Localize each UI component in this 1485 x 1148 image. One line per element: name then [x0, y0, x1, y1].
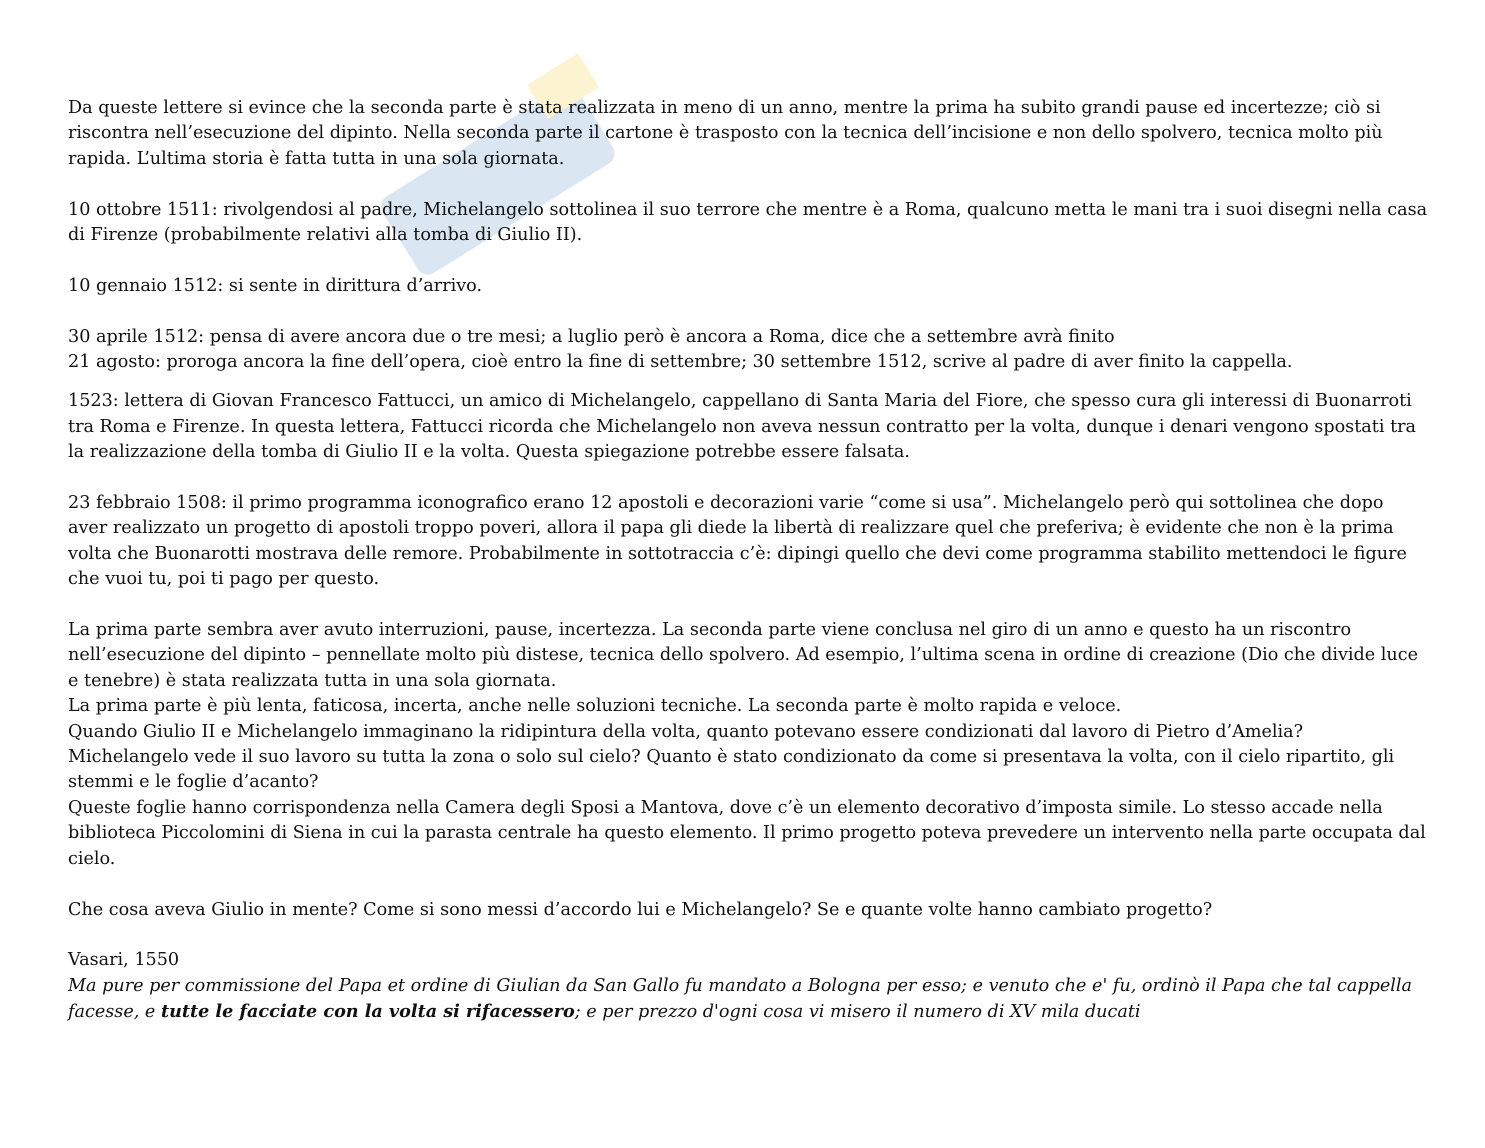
paragraph-febbraio-1508: 23 febbraio 1508: il primo programma iconografico erano 12 apostoli e decorazioni varie “come si usa”. Michelangelo però qui sottolinea che dopo aver realizzato un progetto di apostoli troppo poveri, allora il papa gli diede la libertà di realizzare quel che preferiva; è evidente che non è la prima volta che Buonarotti mostrava delle remore. Probabilmente in sottotraccia c’è: dipingi quello che devi come programma stabilito mettendoci le figure che vuoi tu, poi ti pago per questo.	[68, 493, 1407, 590]
quote-part-1: Ma pure per commissione del Papa et ordine di Giulian da San Gallo fu mandato a Bologna per esso; e venuto che e' fu, ordinò il Papa che tal cappella facesse, e	[68, 975, 1413, 1023]
paragraph-lettere: Da queste lettere si evince che la seconda parte è stata realizzata in meno di un anno, mentre la prima ha subito grandi pause ed incertezze; ciò si riscontra nell’esecuzione del dipinto. Nella seconda parte il cartone è trasposto con la tecnica dell’incisione e non dello spolvero, tecnica molto più rapida. L’ultima storia è fatta tutta in una sola giornata.	[68, 98, 1383, 169]
paragraph-aprile-1512: 30 aprile 1512: pensa di avere ancora due o tre mesi; a luglio però è ancora a Roma, dice che a settembre avrà finito	[68, 326, 1115, 347]
paragraph-gennaio-1512: 10 gennaio 1512: si sente in dirittura d’arrivo.	[68, 275, 483, 296]
paragraph-prima-parte-lenta: La prima parte è più lenta, faticosa, incerta, anche nelle soluzioni tecniche. La seconda parte è molto rapida e veloce.	[68, 696, 1122, 717]
paragraph-ridipintura: Quando Giulio II e Michelangelo immaginano la ridipintura della volta, quanto potevano essere condizionati dal lavoro di Pietro d’Amelia? Michelangelo vede il suo lavoro su tutta la zona o solo sul cielo? Quanto è stato condizionato da come si presentava la volta, con il cielo ripartito, gli stemmi e le foglie d’acanto?	[68, 721, 1395, 793]
document-body	[68, 96, 1428, 1026]
paragraph-ottobre-1511: 10 ottobre 1511: rivolgendosi al padre, Michelangelo sottolinea il suo terrore che mentre è a Roma, qualcuno metta le mani tra i suoi disegni nella casa di Firenze (probabilmente relativi alla tomba di Giulio II).	[68, 199, 1428, 246]
paragraph-1523: 1523: lettera di Giovan Francesco Fattucci, un amico di Michelangelo, cappellano di Santa Maria del Fiore, che spesso cura gli interessi di Buonarroti tra Roma e Firenze. In questa lettera, Fattucci ricorda che Michelangelo non aveva nessun contratto per la volta, dunque i denari vengono spostati tra la realizzazione della tomba di Giulio II e la volta. Questa spiegazione potrebbe essere falsata.	[68, 391, 1417, 463]
paragraph-domande: Che cosa aveva Giulio in mente? Come si sono messi d’accordo lui e Michelangelo? Se e quante volte hanno cambiato progetto?	[68, 899, 1213, 920]
quote-bold: tutte le facciate con la volta si rifacessero	[160, 1001, 575, 1023]
paragraph-prima-parte: La prima parte sembra aver avuto interruzioni, pause, incertezza. La seconda parte viene conclusa nel giro di un anno e questo ha un riscontro nell’esecuzione del dipinto – pennellate molto più distese, tecnica dello spolvero. Ad esempio, l’ultima scena in ordine di creazione (Dio che divide luce e tenebre) è stata realizzata tutta in una sola giornata.	[68, 620, 1419, 691]
vasari-quote	[68, 974, 1428, 1026]
paragraph-agosto: 21 agosto: proroga ancora la fine dell’opera, cioè entro la fine di settembre; 30 settembre 1512, scrive al padre di aver finito la cappella.	[68, 352, 1293, 373]
quote-part-2: ; e per prezzo d'ogni cosa vi misero il numero di XV mila ducati	[574, 1002, 1141, 1023]
citation-source: Vasari, 1550	[68, 950, 180, 971]
paragraph-foglie: Queste foglie hanno corrispondenza nella Camera degli Sposi a Mantova, dove c’è un elemento decorativo d’imposta simile. Lo stesso accade nella biblioteca Piccolomini di Siena in cui la parasta centrale ha questo elemento. Il primo progetto poteva prevedere un intervento nella parte occupata dal cielo.	[68, 797, 1426, 869]
